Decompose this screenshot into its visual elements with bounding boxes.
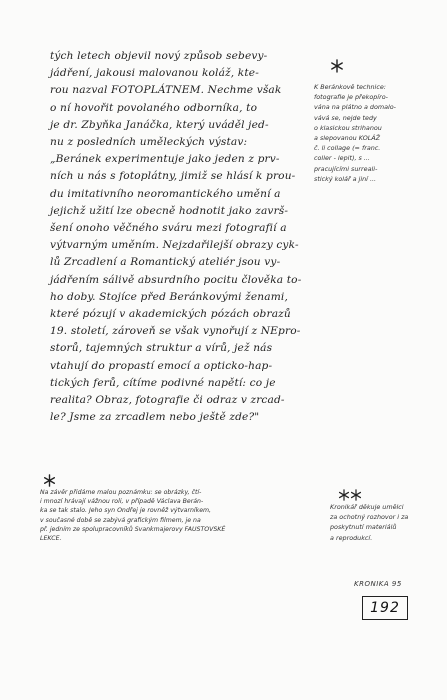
text-line: o ní hovořit povolaného odborníka, to: [50, 101, 258, 114]
footnote: [40, 488, 322, 543]
text-line: „Beránek experimentuje jako jeden z prv-: [50, 153, 280, 166]
main-paragraph: [50, 48, 312, 426]
text-line: lů Zrcadlení a Romantický ateliér jsou vy-: [50, 256, 281, 269]
sidenote-line: vána na plátno a domalo-: [314, 103, 396, 112]
sidenote-line: a reprodukcí.: [330, 533, 373, 542]
text-line: nu z posledních uměleckých výstav:: [50, 136, 248, 149]
sidenote-line: Kronikář děkuje umělci: [330, 503, 404, 511]
sidenote-line: stický kolář a jiní ...: [314, 174, 377, 183]
footnote-line: Na závěr přidáme malou poznámku: se obrázky, čtí-: [40, 489, 202, 496]
footnote-line: př. jedním ze spolupracovníků Svankmajerovy FAUSTOVSKÉ: [40, 525, 226, 533]
text-line: du imitativního neoromantického umění a: [50, 187, 281, 200]
sidenote-line: o klasickou strihanou: [314, 123, 382, 132]
text-line: realita? Obraz, fotografie či odraz v zrcad-: [50, 394, 285, 407]
page-number: 192: [362, 596, 408, 620]
text-line: tických ferů, cítíme podivné napětí: co je: [50, 376, 276, 389]
text-line: které pózují v akademických pózách obrazů: [50, 308, 291, 321]
double-asterisk-icon: [338, 489, 362, 501]
text-line: je dr. Zbyňka Janáčka, který uváděl jed-: [50, 118, 269, 131]
sidenote-technique: [314, 82, 434, 184]
text-line: storů, tajemných struktur a vírů, jež nás: [50, 342, 273, 355]
text-line: šení onoho věčného sváru mezi fotografií a: [50, 222, 287, 235]
footnote-line: ka se tak stalo. Jeho syn Ondřej je rovněž výtvarníkem,: [40, 507, 212, 515]
text-line: ních u nás s fotoplátny, jimiž se hlásí k prou-: [50, 170, 296, 183]
chronicle-signature: KRONIKA 95: [354, 580, 402, 588]
text-line: výtvarným uměním. Nejzdařilejší obrazy cyk-: [50, 239, 299, 252]
asterisk-icon: [330, 59, 344, 73]
sidenote-line: č. li collage (= franc.: [314, 144, 381, 153]
text-line: jejichž užití lze obecně hodnotit jako završ-: [50, 204, 289, 217]
text-line: jádřením sálivě absurdního pocitu člověka to-: [50, 273, 302, 286]
side-asterisk-top: [330, 58, 344, 77]
text-line: ho doby. Stojíce před Beránkovými ženami,: [50, 290, 288, 303]
text-line: rou nazval FOTOPLÁTNEM. Nechme však: [50, 84, 282, 97]
sidenote-line: poskytnutí materiálů: [330, 523, 397, 532]
footnote-line: v současné době se zabývá grafickým filmem, je na: [40, 516, 201, 524]
footnote-line: i mnozí hrávají vážnou roli, v případě Václava Berán-: [40, 498, 204, 506]
sidenote-line: pracujícími surreali-: [314, 164, 378, 173]
sidenote-line: vává se, nejde tedy: [314, 113, 377, 122]
footnote-line: LEKCE.: [40, 535, 62, 543]
asterisk-icon: [43, 474, 56, 487]
sidenote-thanks: [330, 502, 435, 543]
text-line: vtahují do propastí emocí a opticko-hap-: [50, 359, 273, 372]
text-line: jádření, jakousi malovanou koláž, kte-: [50, 67, 259, 80]
sidenote-line: za ochotný rozhovor i za: [330, 513, 409, 522]
text-line: tých letech objevil nový způsob sebevy-: [50, 50, 268, 62]
sidenote-line: K Beránkově technice:: [314, 83, 386, 91]
sidenote-line: a slepovanou KOLÁŽ: [314, 134, 381, 143]
text-line: 19. století, zároveň se však vynořují z NEpro-: [50, 325, 301, 338]
sidenote-line: coller - lepit), s ...: [314, 154, 370, 163]
sidenote-line: fotografie je překopíro-: [314, 93, 388, 102]
text-line: le? Jsme za zrcadlem nebo ještě zde?": [50, 411, 260, 424]
